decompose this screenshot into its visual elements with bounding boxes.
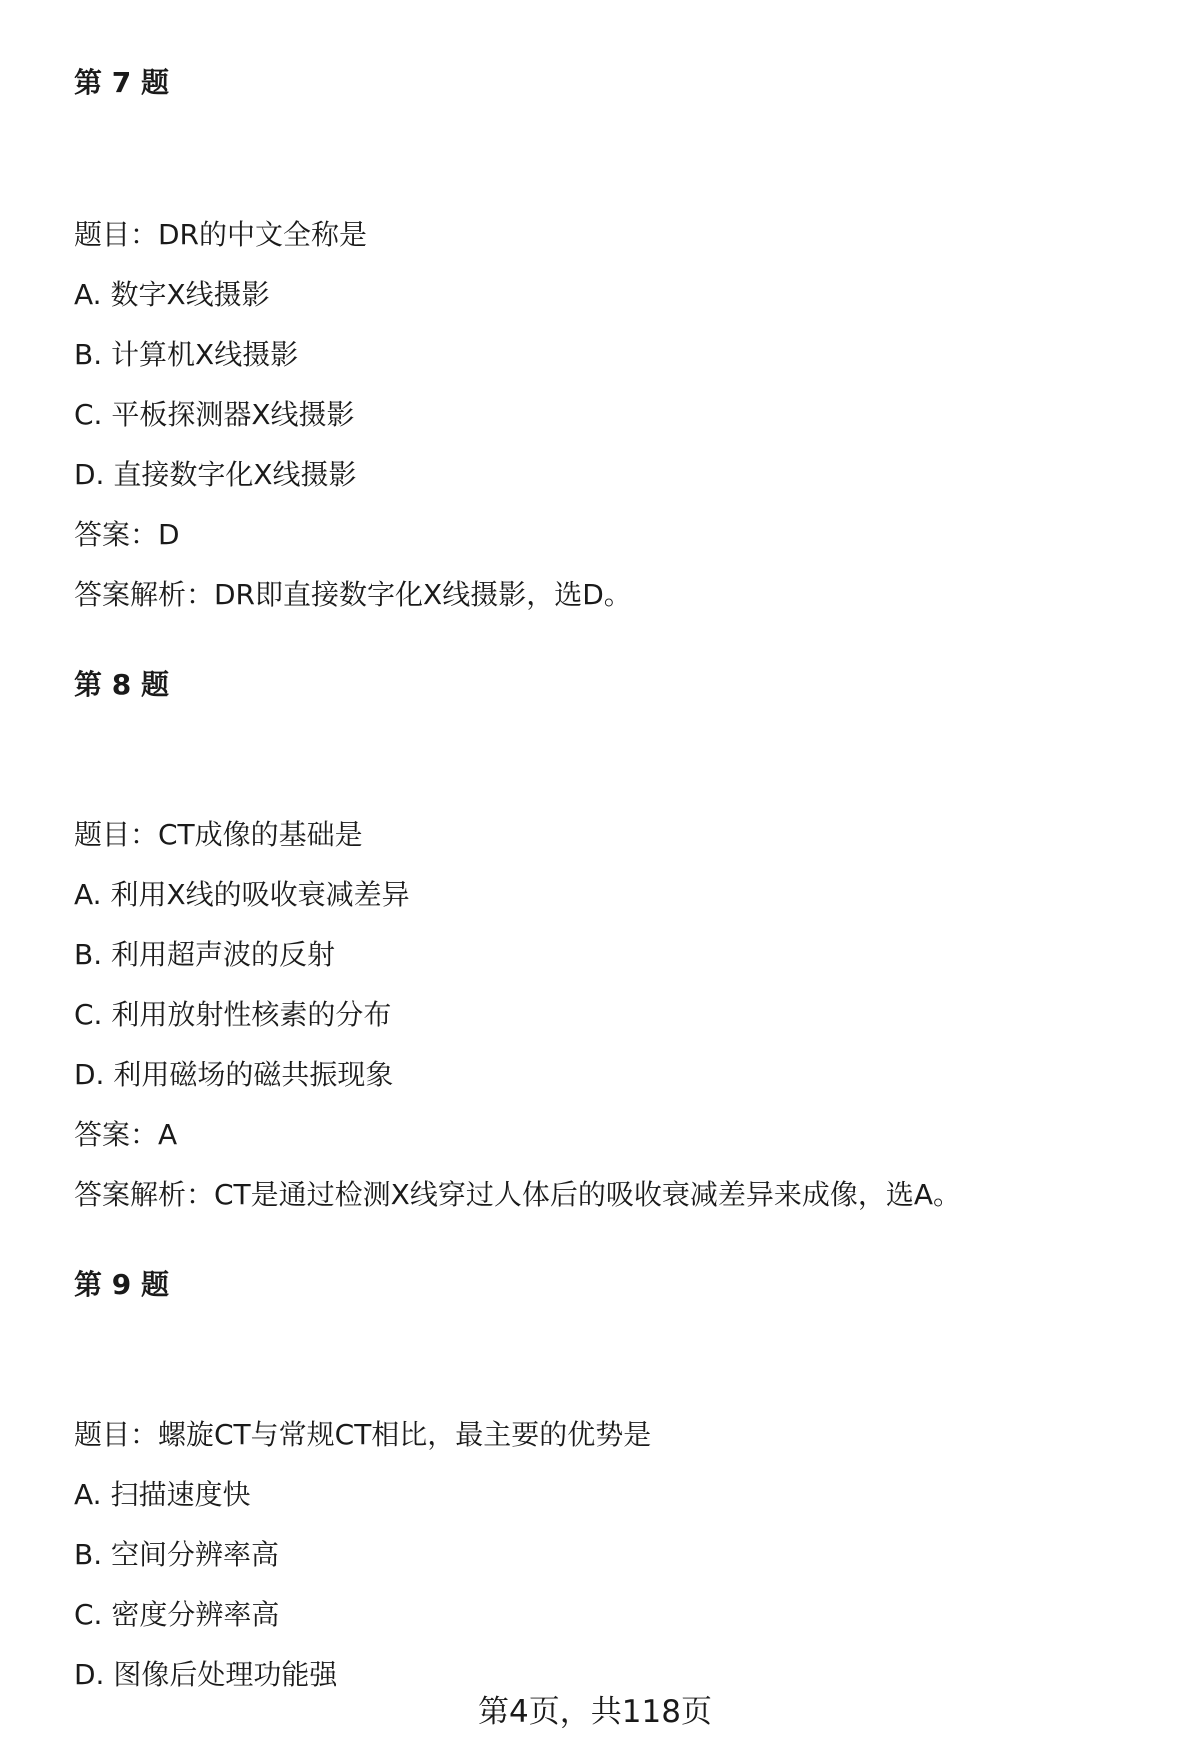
answer-explanation: 答案解析：DR即直接数字化X线摄影，选D。 xyxy=(74,578,632,611)
option-a: A. 数字X线摄影 xyxy=(74,278,270,311)
option-a: A. 扫描速度快 xyxy=(74,1478,251,1511)
question-heading: 第 8 题 xyxy=(74,668,169,701)
option-c: C. 密度分辨率高 xyxy=(74,1598,280,1631)
answer-text: 答案：A xyxy=(74,1118,178,1151)
option-c: C. 平板探测器X线摄影 xyxy=(74,398,355,431)
page-number-footer: 第4页，共118页 xyxy=(478,1694,712,1730)
question-text: 题目：螺旋CT与常规CT相比，最主要的优势是 xyxy=(74,1418,652,1451)
answer-text: 答案：D xyxy=(74,518,180,551)
option-c: C. 利用放射性核素的分布 xyxy=(74,998,392,1031)
option-b: B. 利用超声波的反射 xyxy=(74,938,336,971)
question-heading: 第 9 题 xyxy=(74,1268,169,1301)
option-d: D. 直接数字化X线摄影 xyxy=(74,458,357,491)
option-a: A. 利用X线的吸收衰减差异 xyxy=(74,878,410,911)
option-b: B. 计算机X线摄影 xyxy=(74,338,299,371)
question-heading: 第 7 题 xyxy=(74,66,169,99)
option-d: D. 图像后处理功能强 xyxy=(74,1658,338,1691)
question-text: 题目：DR的中文全称是 xyxy=(74,218,368,251)
question-text: 题目：CT成像的基础是 xyxy=(74,818,363,851)
option-d: D. 利用磁场的磁共振现象 xyxy=(74,1058,394,1091)
answer-explanation: 答案解析：CT是通过检测X线穿过人体后的吸收衰减差异来成像，选A。 xyxy=(74,1178,961,1211)
option-b: B. 空间分辨率高 xyxy=(74,1538,280,1571)
